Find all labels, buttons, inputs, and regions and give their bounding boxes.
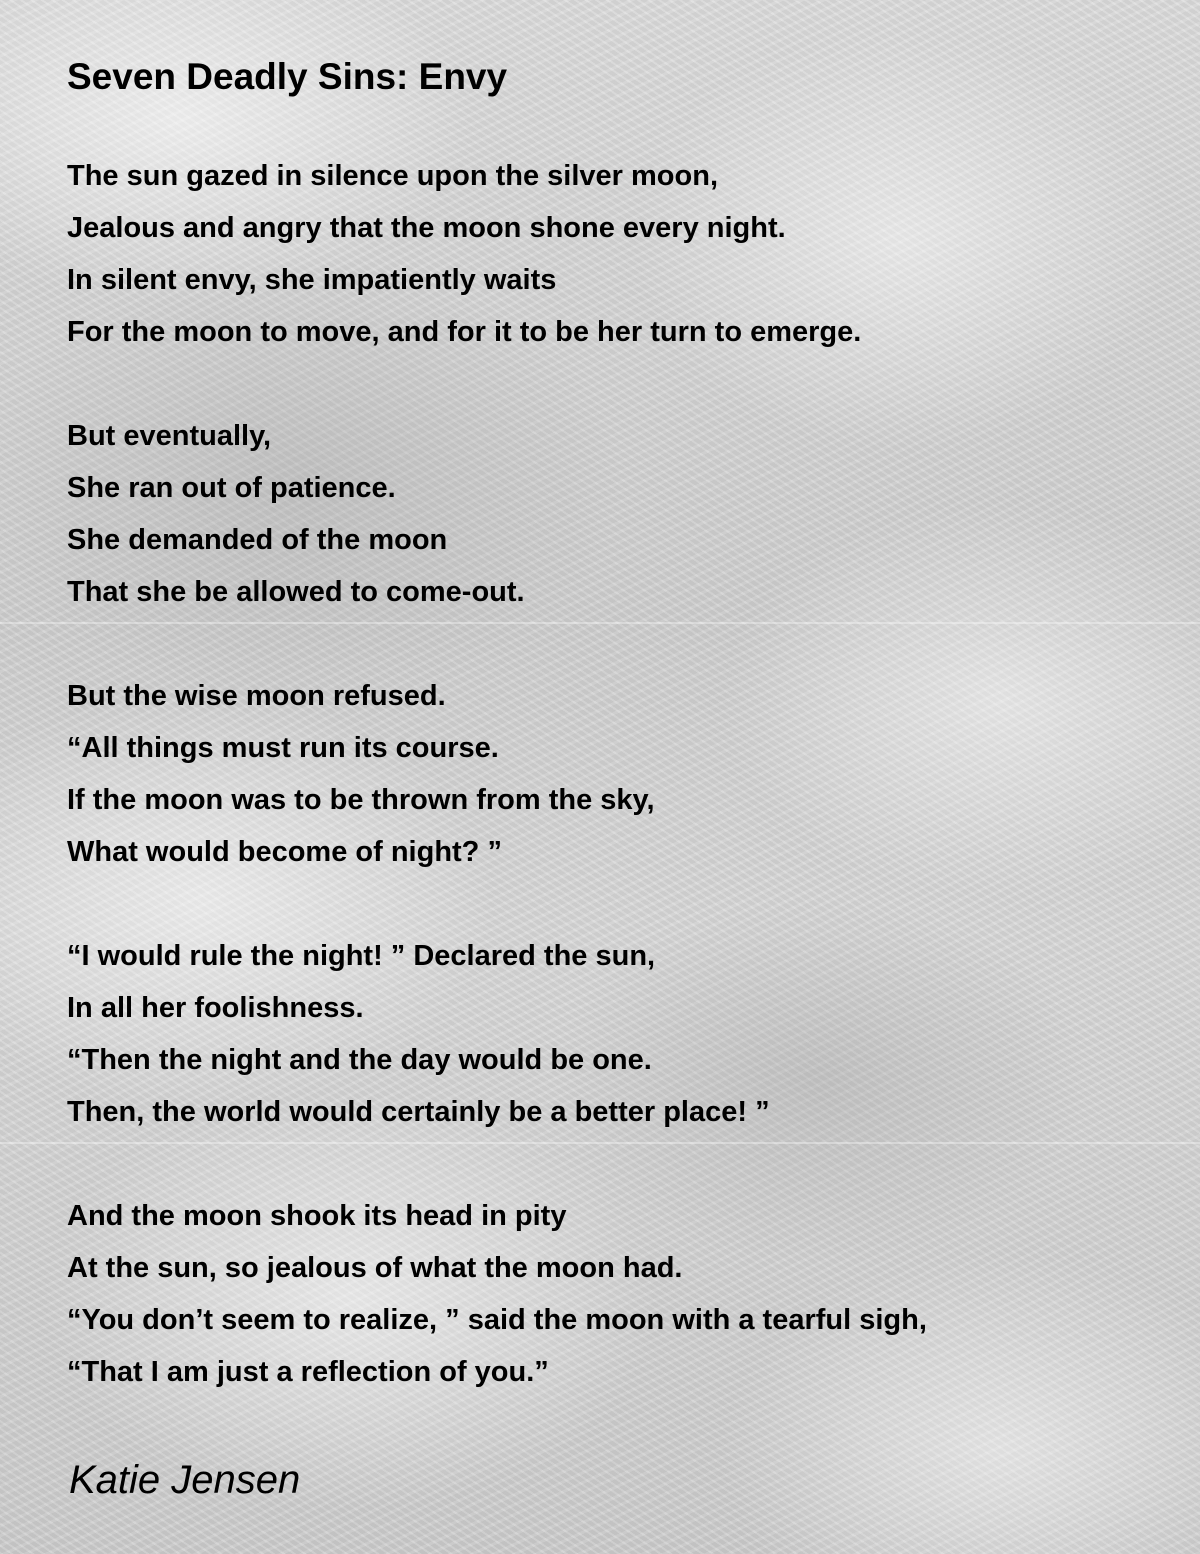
- poem-title: Seven Deadly Sins: Envy: [67, 56, 508, 97]
- poem-line: But eventually,: [67, 420, 272, 452]
- stanza-5: [67, 1190, 1167, 1398]
- stanza-3: [67, 670, 1167, 878]
- poem-line: “I would rule the night! ” Declared the sun,: [67, 940, 656, 972]
- poem-line: In silent envy, she impatiently waits: [67, 264, 557, 296]
- poem-line: “That I am just a reflection of you.”: [67, 1356, 549, 1388]
- poem-line: “All things must run its course.: [67, 732, 499, 764]
- poem-body: [67, 150, 1167, 1450]
- stanza-2: [67, 410, 1167, 618]
- poem-author: Katie Jensen: [69, 1458, 301, 1502]
- poem-line: Then, the world would certainly be a better place! ”: [67, 1096, 770, 1128]
- poem-line: The sun gazed in silence upon the silver moon,: [67, 160, 718, 192]
- poem-line: She ran out of patience.: [67, 472, 396, 504]
- stanza-4: [67, 930, 1167, 1138]
- poem-line: That she be allowed to come-out.: [67, 576, 525, 608]
- poem-line: “Then the night and the day would be one.: [67, 1044, 652, 1076]
- poem-line: For the moon to move, and for it to be her turn to emerge.: [67, 316, 862, 348]
- poem-line: And the moon shook its head in pity: [67, 1200, 567, 1232]
- poem-line: Jealous and angry that the moon shone every night.: [67, 212, 786, 244]
- poem-line: At the sun, so jealous of what the moon had.: [67, 1252, 683, 1284]
- poem-line: In all her foolishness.: [67, 992, 364, 1024]
- poem-line: “You don’t seem to realize, ” said the moon with a tearful sigh,: [67, 1304, 927, 1336]
- poem-line: What would become of night? ”: [67, 836, 502, 868]
- poem-line: But the wise moon refused.: [67, 680, 446, 712]
- stanza-1: [67, 150, 1167, 358]
- poem-line: She demanded of the moon: [67, 524, 448, 556]
- poem-line: If the moon was to be thrown from the sky,: [67, 784, 655, 816]
